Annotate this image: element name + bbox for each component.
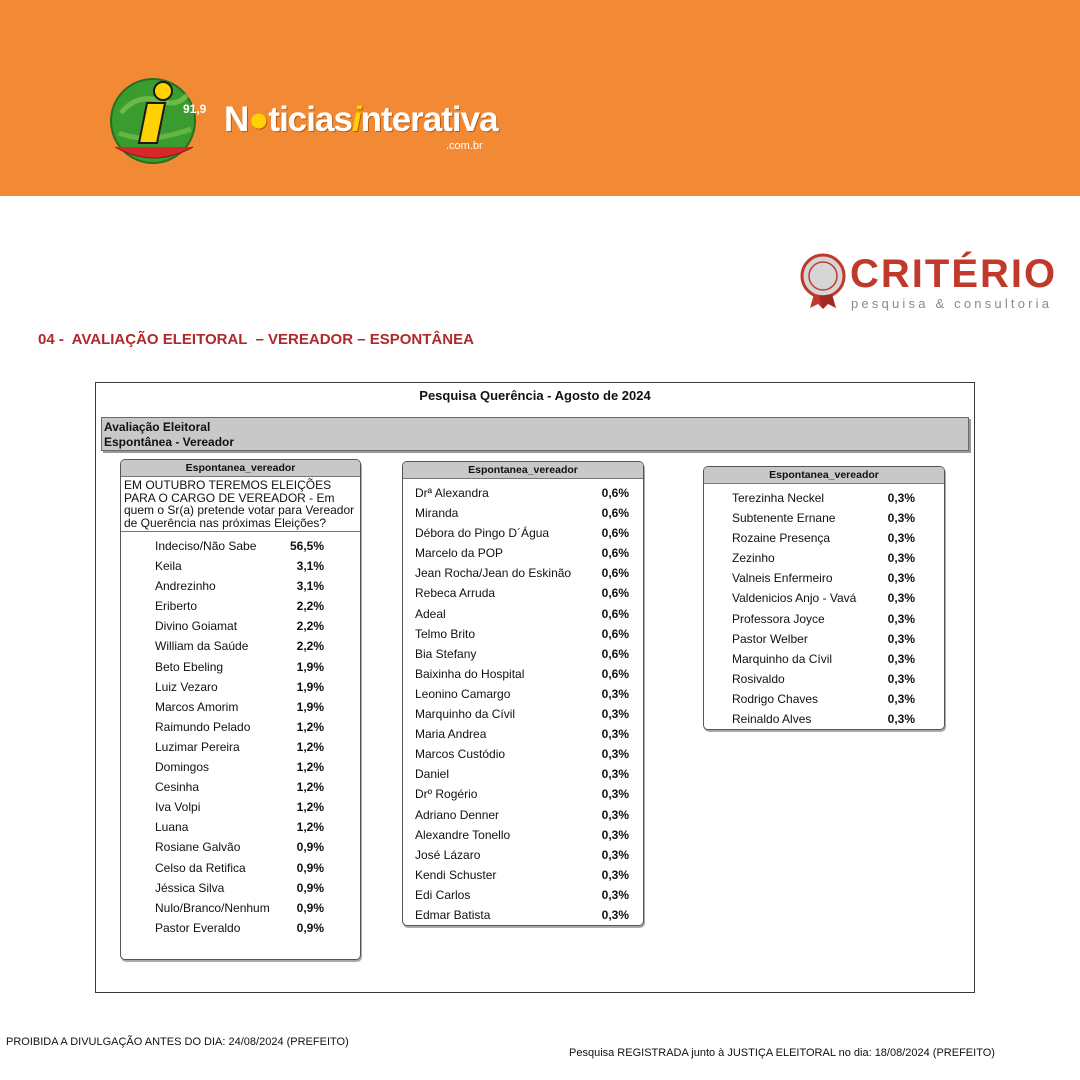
candidate-percentage: 0,3%: [887, 712, 915, 727]
candidate-name: Marquinho da Cívil: [732, 651, 833, 666]
candidate-percentage: 1,9%: [296, 679, 324, 694]
candidate-name: Reinaldo Alves: [732, 712, 812, 727]
candidate-name: Kendi Schuster: [415, 867, 497, 882]
candidate-name: Edmar Batista: [415, 907, 491, 922]
table-row: [403, 624, 643, 644]
candidate-name: Alexandre Tonello: [415, 827, 511, 842]
results-table-3: [703, 466, 945, 730]
table-row: [403, 684, 643, 704]
report-title: Pesquisa Querência - Agosto de 2024: [419, 388, 651, 403]
candidate-name: Keila: [155, 559, 182, 574]
candidate-name: Eriberto: [155, 599, 198, 614]
subheader-line1: Avaliação Eleitoral: [104, 420, 211, 434]
candidate-percentage: 0,3%: [601, 747, 629, 762]
candidate-percentage: 0,3%: [887, 551, 915, 566]
table-row: [121, 817, 360, 837]
candidate-name: Drª Alexandra: [415, 486, 489, 500]
candidate-percentage: 1,2%: [296, 760, 324, 775]
table-row: [403, 784, 643, 804]
candidate-name: Débora do Pingo D´Água: [415, 526, 550, 541]
candidate-name: Marquinho da Cívil: [415, 707, 516, 722]
candidate-percentage: 0,3%: [601, 847, 629, 862]
survey-question: EM OUTUBRO TEREMOS ELEIÇÕES PARA O CARGO DE VEREADOR - Em quem o Sr(a) pretende votar para Vereador de Querência nas próximas Eleições?: [121, 477, 360, 532]
table-row: [704, 528, 944, 548]
candidate-percentage: 2,2%: [296, 639, 324, 654]
candidate-percentage: 0,6%: [601, 526, 629, 541]
table-row: [403, 724, 643, 744]
candidate-percentage: 0,3%: [601, 907, 629, 922]
candidate-percentage: 0,3%: [887, 491, 915, 505]
table-row: [403, 744, 643, 764]
table-row: [403, 563, 643, 583]
candidate-name: Rozaine Presença: [732, 531, 831, 546]
table-row: [403, 805, 643, 825]
candidate-name: Bia Stefany: [415, 646, 477, 661]
candidate-percentage: 0,9%: [296, 860, 324, 875]
candidate-percentage: 0,3%: [887, 591, 915, 606]
footer-registration-note: Pesquisa REGISTRADA junto à JUSTIÇA ELEITORAL no dia: 18/08/2024 (PREFEITO): [569, 1047, 995, 1059]
table-row: [121, 757, 360, 777]
candidate-name: Beto Ebeling: [155, 659, 224, 674]
footer-disclosure-note: PROIBIDA A DIVULGAÇÃO ANTES DO DIA: 24/08/2024 (PREFEITO): [6, 1036, 349, 1048]
candidate-percentage: 0,3%: [601, 807, 629, 822]
table-row: [121, 677, 360, 697]
results-table-2: [402, 461, 644, 926]
table-row: [704, 588, 944, 608]
table-row: [704, 669, 944, 689]
table-row: [704, 709, 944, 729]
table-rows: [704, 484, 944, 729]
candidate-percentage: 0,3%: [887, 651, 915, 666]
candidate-name: Terezinha Neckel: [732, 491, 825, 505]
table-row: [121, 837, 360, 857]
candidate-name: Indeciso/Não Sabe: [155, 539, 257, 553]
table-row: [121, 878, 360, 898]
candidate-percentage: 0,9%: [296, 900, 324, 915]
candidate-name: Daniel: [415, 767, 450, 782]
candidate-percentage: 0,6%: [601, 586, 629, 601]
table-header: Espontanea_vereador: [121, 460, 360, 477]
candidate-percentage: 0,6%: [601, 606, 629, 621]
candidate-name: Leonino Camargo: [415, 686, 511, 701]
candidate-name: Domingos: [155, 760, 210, 775]
table-header: Espontanea_vereador: [704, 467, 944, 484]
table-row: [121, 596, 360, 616]
table-rows: [121, 532, 360, 938]
table-row: [121, 556, 360, 576]
table-row: [121, 616, 360, 636]
table-row: [403, 523, 643, 543]
table-row: [121, 536, 360, 556]
candidate-name: Adeal: [415, 606, 446, 621]
table-row: [121, 797, 360, 817]
svg-text:91,9: 91,9: [183, 102, 207, 116]
candidate-name: Andrezinho: [155, 579, 216, 594]
candidate-percentage: 3,1%: [296, 559, 324, 574]
candidate-percentage: 0,6%: [601, 646, 629, 661]
candidate-percentage: 0,3%: [601, 727, 629, 742]
criterio-name: CRITÉRIO: [850, 252, 1058, 296]
criterio-tagline: pesquisa & consultoria: [851, 296, 1053, 311]
candidate-name: Jean Rocha/Jean do Eskinão: [415, 566, 572, 581]
candidate-percentage: 56,5%: [289, 539, 324, 553]
candidate-name: Nulo/Branco/Nenhum: [155, 900, 270, 915]
candidate-percentage: 0,3%: [601, 787, 629, 802]
interativa-globe-logo: [107, 73, 211, 167]
table-row: [403, 764, 643, 784]
candidate-name: Drº Rogério: [415, 787, 478, 802]
candidate-name: Adriano Denner: [415, 807, 500, 822]
table-row: [704, 629, 944, 649]
candidate-percentage: 1,2%: [296, 800, 324, 815]
table-row: [121, 898, 360, 918]
candidate-percentage: 0,3%: [601, 707, 629, 722]
candidate-name: Divino Goiamat: [155, 619, 238, 634]
candidate-percentage: 0,6%: [601, 506, 629, 521]
table-row: [403, 604, 643, 624]
table-row: [403, 865, 643, 885]
table-rows: [403, 479, 643, 925]
table-row: [704, 508, 944, 528]
candidate-name: Luana: [155, 820, 189, 835]
table-row: [121, 717, 360, 737]
brand-wordmark: N●ticiasinterativa: [224, 100, 498, 139]
candidate-percentage: 0,9%: [296, 880, 324, 895]
candidate-percentage: 0,3%: [887, 631, 915, 646]
report-subheader: [101, 417, 969, 451]
candidate-name: Professora Joyce: [732, 611, 825, 626]
candidate-name: Marcos Amorim: [155, 699, 239, 714]
candidate-percentage: 2,2%: [296, 619, 324, 634]
candidate-percentage: 0,3%: [601, 767, 629, 782]
candidate-name: Raimundo Pelado: [155, 719, 251, 734]
table-row: [121, 657, 360, 677]
candidate-percentage: 1,2%: [296, 739, 324, 754]
table-row: [121, 777, 360, 797]
table-row: [121, 737, 360, 757]
candidate-percentage: 0,3%: [887, 671, 915, 686]
candidate-percentage: 0,6%: [601, 566, 629, 581]
candidate-percentage: 0,3%: [887, 571, 915, 586]
candidate-percentage: 1,9%: [296, 699, 324, 714]
table-header: Espontanea_vereador: [403, 462, 643, 479]
candidate-percentage: 2,2%: [296, 599, 324, 614]
brand-domain: .com.br: [446, 140, 483, 152]
table-row: [121, 636, 360, 656]
candidate-percentage: 3,1%: [296, 579, 324, 594]
candidate-name: José Lázaro: [415, 847, 481, 862]
candidate-percentage: 1,2%: [296, 780, 324, 795]
table-row: [704, 548, 944, 568]
candidate-percentage: 0,3%: [887, 611, 915, 626]
candidate-name: Cesinha: [155, 780, 200, 795]
candidate-name: Valneis Enfermeiro: [732, 571, 833, 586]
table-row: [403, 885, 643, 905]
candidate-name: Subtenente Ernane: [732, 511, 836, 526]
candidate-name: Luzimar Pereira: [155, 739, 240, 754]
table-row: [704, 488, 944, 508]
table-row: [403, 583, 643, 603]
table-row: [403, 664, 643, 684]
candidate-name: Rodrigo Chaves: [732, 691, 819, 706]
table-row: [403, 644, 643, 664]
table-row: [403, 503, 643, 523]
candidate-percentage: 0,3%: [887, 531, 915, 546]
candidate-name: Luiz Vezaro: [155, 679, 218, 694]
table-row: [403, 905, 643, 925]
table-row: [704, 568, 944, 588]
candidate-percentage: 1,2%: [296, 820, 324, 835]
candidate-percentage: 0,6%: [601, 666, 629, 681]
candidate-percentage: 1,9%: [296, 659, 324, 674]
table-row: [704, 649, 944, 669]
candidate-name: Edi Carlos: [415, 887, 471, 902]
table-row: [704, 609, 944, 629]
candidate-percentage: 0,6%: [601, 546, 629, 561]
candidate-name: Celso da Retifica: [155, 860, 246, 875]
candidate-name: Pastor Everaldo: [155, 920, 241, 935]
candidate-name: Baixinha do Hospital: [415, 666, 525, 681]
candidate-percentage: 0,3%: [601, 686, 629, 701]
candidate-name: Jéssica Silva: [155, 880, 225, 895]
candidate-percentage: 0,3%: [887, 691, 915, 706]
candidate-name: Pastor Welber: [732, 631, 808, 646]
candidate-name: Marcelo da POP: [415, 546, 504, 561]
candidate-percentage: 0,3%: [887, 511, 915, 526]
table-row: [403, 704, 643, 724]
candidate-name: Rosiane Galvão: [155, 840, 241, 855]
candidate-percentage: 0,6%: [601, 486, 629, 500]
table-row: [121, 576, 360, 596]
table-row: [121, 918, 360, 938]
candidate-name: William da Saúde: [155, 639, 249, 654]
candidate-percentage: 1,2%: [296, 719, 324, 734]
table-row: [403, 483, 643, 503]
table-row: [121, 697, 360, 717]
candidate-percentage: 0,9%: [296, 920, 324, 935]
table-row: [403, 825, 643, 845]
results-table-1: [120, 459, 361, 960]
candidate-name: Rebeca Arruda: [415, 586, 496, 601]
candidate-percentage: 0,9%: [296, 840, 324, 855]
candidate-name: Rosivaldo: [732, 671, 785, 686]
table-row: [403, 845, 643, 865]
subheader-line2: Espontânea - Vereador: [104, 435, 235, 449]
candidate-percentage: 0,3%: [601, 867, 629, 882]
candidate-name: Miranda: [415, 506, 459, 521]
criterio-seal-icon: [800, 252, 846, 310]
candidate-percentage: 0,3%: [601, 887, 629, 902]
candidate-percentage: 0,6%: [601, 626, 629, 641]
table-row: [403, 543, 643, 563]
candidate-name: Maria Andrea: [415, 727, 487, 742]
candidate-name: Zezinho: [732, 551, 775, 566]
candidate-name: Iva Volpi: [155, 800, 201, 815]
candidate-name: Valdenicios Anjo - Vavá: [732, 591, 857, 606]
table-row: [704, 689, 944, 709]
table-row: [121, 858, 360, 878]
section-title: 04 - AVALIAÇÃO ELEITORAL – VEREADOR – ESPONTÂNEA: [38, 331, 474, 348]
header-band: [0, 0, 1080, 196]
candidate-name: Telmo Brito: [415, 626, 476, 641]
candidate-percentage: 0,3%: [601, 827, 629, 842]
candidate-name: Marcos Custódio: [415, 747, 506, 762]
